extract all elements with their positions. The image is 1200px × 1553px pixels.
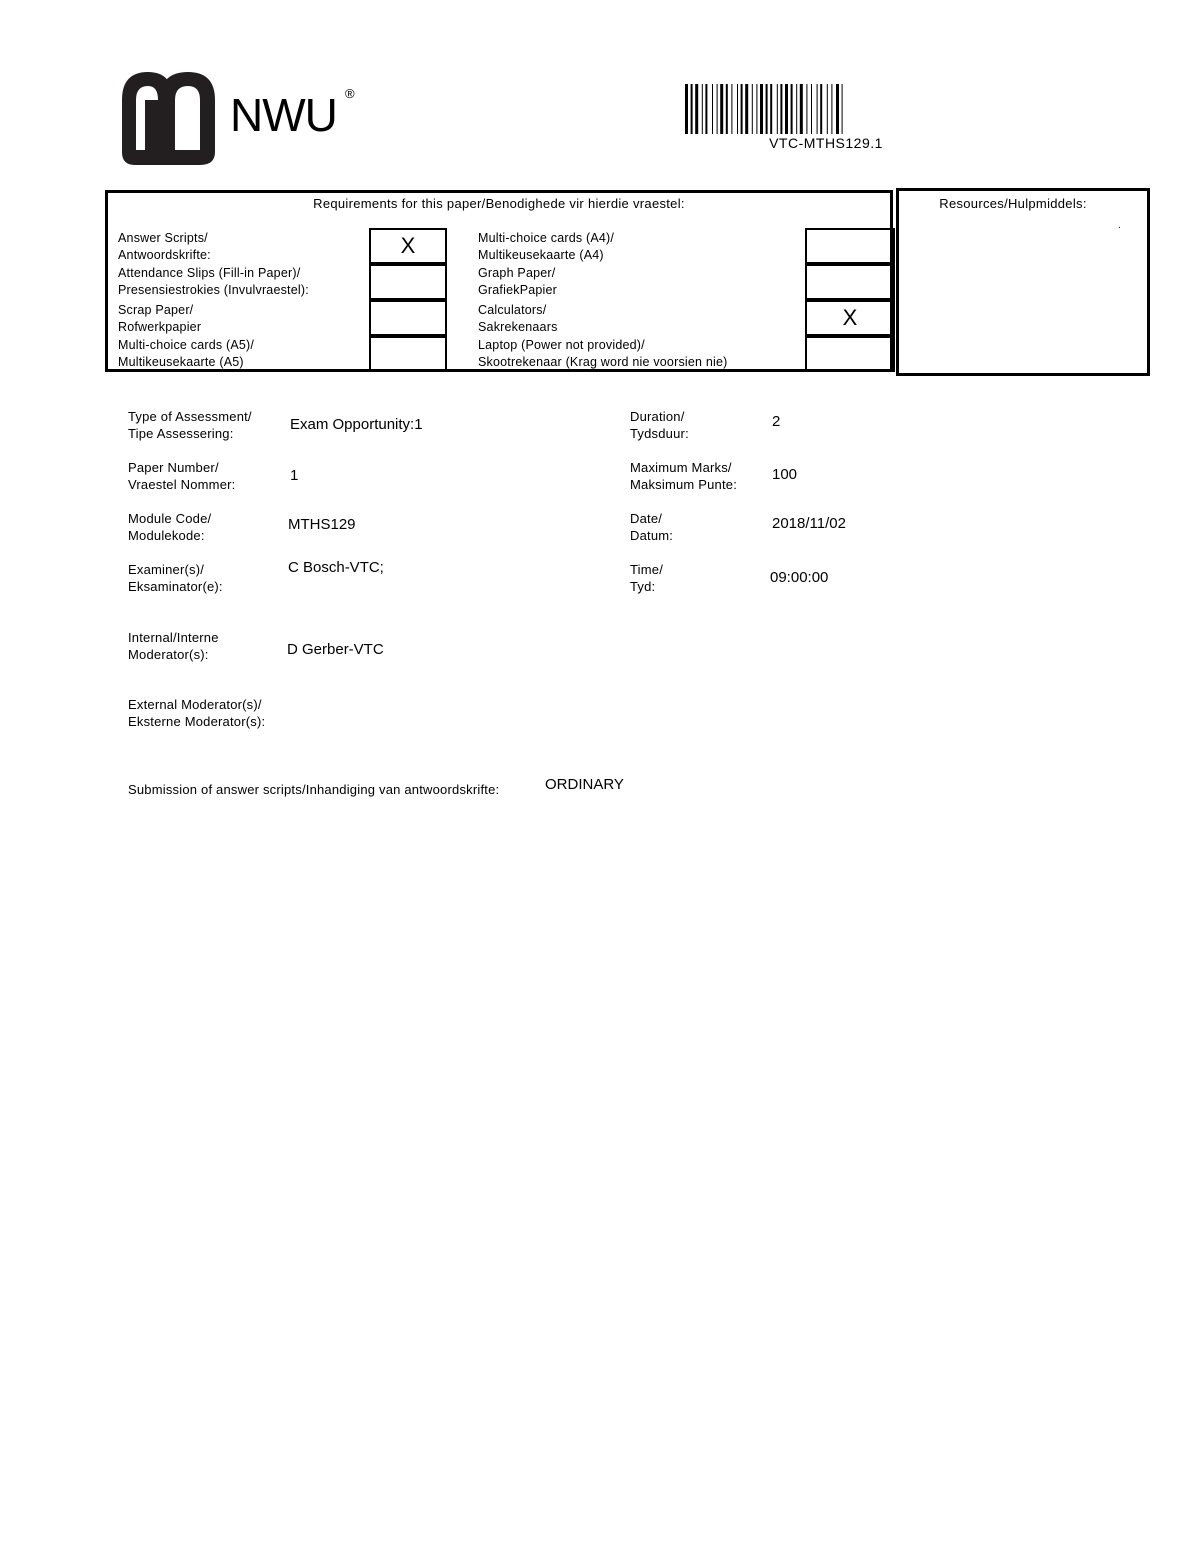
resources-box (896, 188, 1150, 376)
internal-moderators-value: D Gerber-VTC (287, 641, 384, 658)
duration-value: 2 (772, 413, 781, 430)
date-value: 2018/11/02 (772, 515, 846, 532)
req-item-graph-paper: Graph Paper/ GrafiekPapier (478, 266, 558, 297)
req-check-laptop[interactable] (805, 336, 895, 372)
examiners-value: C Bosch-VTC; (288, 559, 384, 576)
req-item-attendance-slips: Attendance Slips (Fill-in Paper)/ Presensiestrokies (Invulvraestel): (118, 266, 309, 297)
time-value: 09:00:00 (770, 569, 829, 586)
submission-label: Submission of answer scripts/Inhandiging van antwoordskrifte: (128, 782, 500, 797)
external-moderators-label: External Moderator(s)/ Eksterne Moderator(s): (128, 697, 266, 729)
req-item-answer-scripts: Answer Scripts/ Antwoordskrifte: (118, 231, 211, 262)
examiners-label: Examiner(s)/ Eksaminator(e): (128, 562, 223, 594)
time-label: Time/ Tyd: (630, 562, 664, 594)
logo-wordmark: NWU (230, 89, 337, 141)
req-item-calculators: Calculators/ Sakrekenaars (478, 303, 558, 334)
req-item-mc-cards-a5: Multi-choice cards (A5)/ Multikeusekaarte (A5) (118, 338, 255, 369)
req-check-scrap-paper[interactable] (369, 300, 447, 336)
paper-number-value: 1 (290, 467, 299, 484)
resources-value: . (1118, 220, 1121, 231)
req-check-mc-cards-a5[interactable] (369, 336, 447, 372)
resources-title: Resources/Hulpmiddels: (939, 196, 1087, 211)
req-check-graph-paper[interactable] (805, 264, 895, 300)
module-code-value: MTHS129 (288, 516, 356, 533)
req-check-calculators[interactable]: X (805, 300, 895, 336)
internal-moderators-label: Internal/Interne Moderator(s): (128, 630, 219, 662)
maximum-marks-label: Maximum Marks/ Maksimum Punte: (630, 460, 738, 492)
req-item-scrap-paper: Scrap Paper/ Rofwerkpapier (118, 303, 202, 334)
maximum-marks-value: 100 (772, 466, 798, 483)
req-check-mc-cards-a4[interactable] (805, 228, 895, 264)
date-label: Date/ Datum: (630, 511, 674, 543)
req-item-mc-cards-a4: Multi-choice cards (A4)/ Multikeusekaarte (A4) (478, 231, 615, 262)
duration-label: Duration/ Tydsduur: (630, 409, 689, 441)
req-item-laptop: Laptop (Power not provided)/ Skootrekenaar (Krag word nie voorsien nie) (478, 338, 728, 369)
req-check-answer-scripts[interactable]: X (369, 228, 447, 264)
module-code-label: Module Code/ Modulekode: (128, 511, 212, 543)
registered-mark: ® (345, 86, 355, 101)
barcode-icon (685, 84, 967, 134)
paper-number-label: Paper Number/ Vraestel Nommer: (128, 460, 236, 492)
req-check-attendance-slips[interactable] (369, 264, 447, 300)
barcode-text: VTC-MTHS129.1 (769, 135, 883, 151)
submission-value: ORDINARY (545, 776, 624, 793)
type-of-assessment-label: Type of Assessment/ Tipe Assessering: (128, 409, 252, 441)
type-of-assessment-value: Exam Opportunity:1 (290, 416, 423, 433)
requirements-title: Requirements for this paper/Benodighede vir hierdie vraestel: (313, 196, 685, 211)
